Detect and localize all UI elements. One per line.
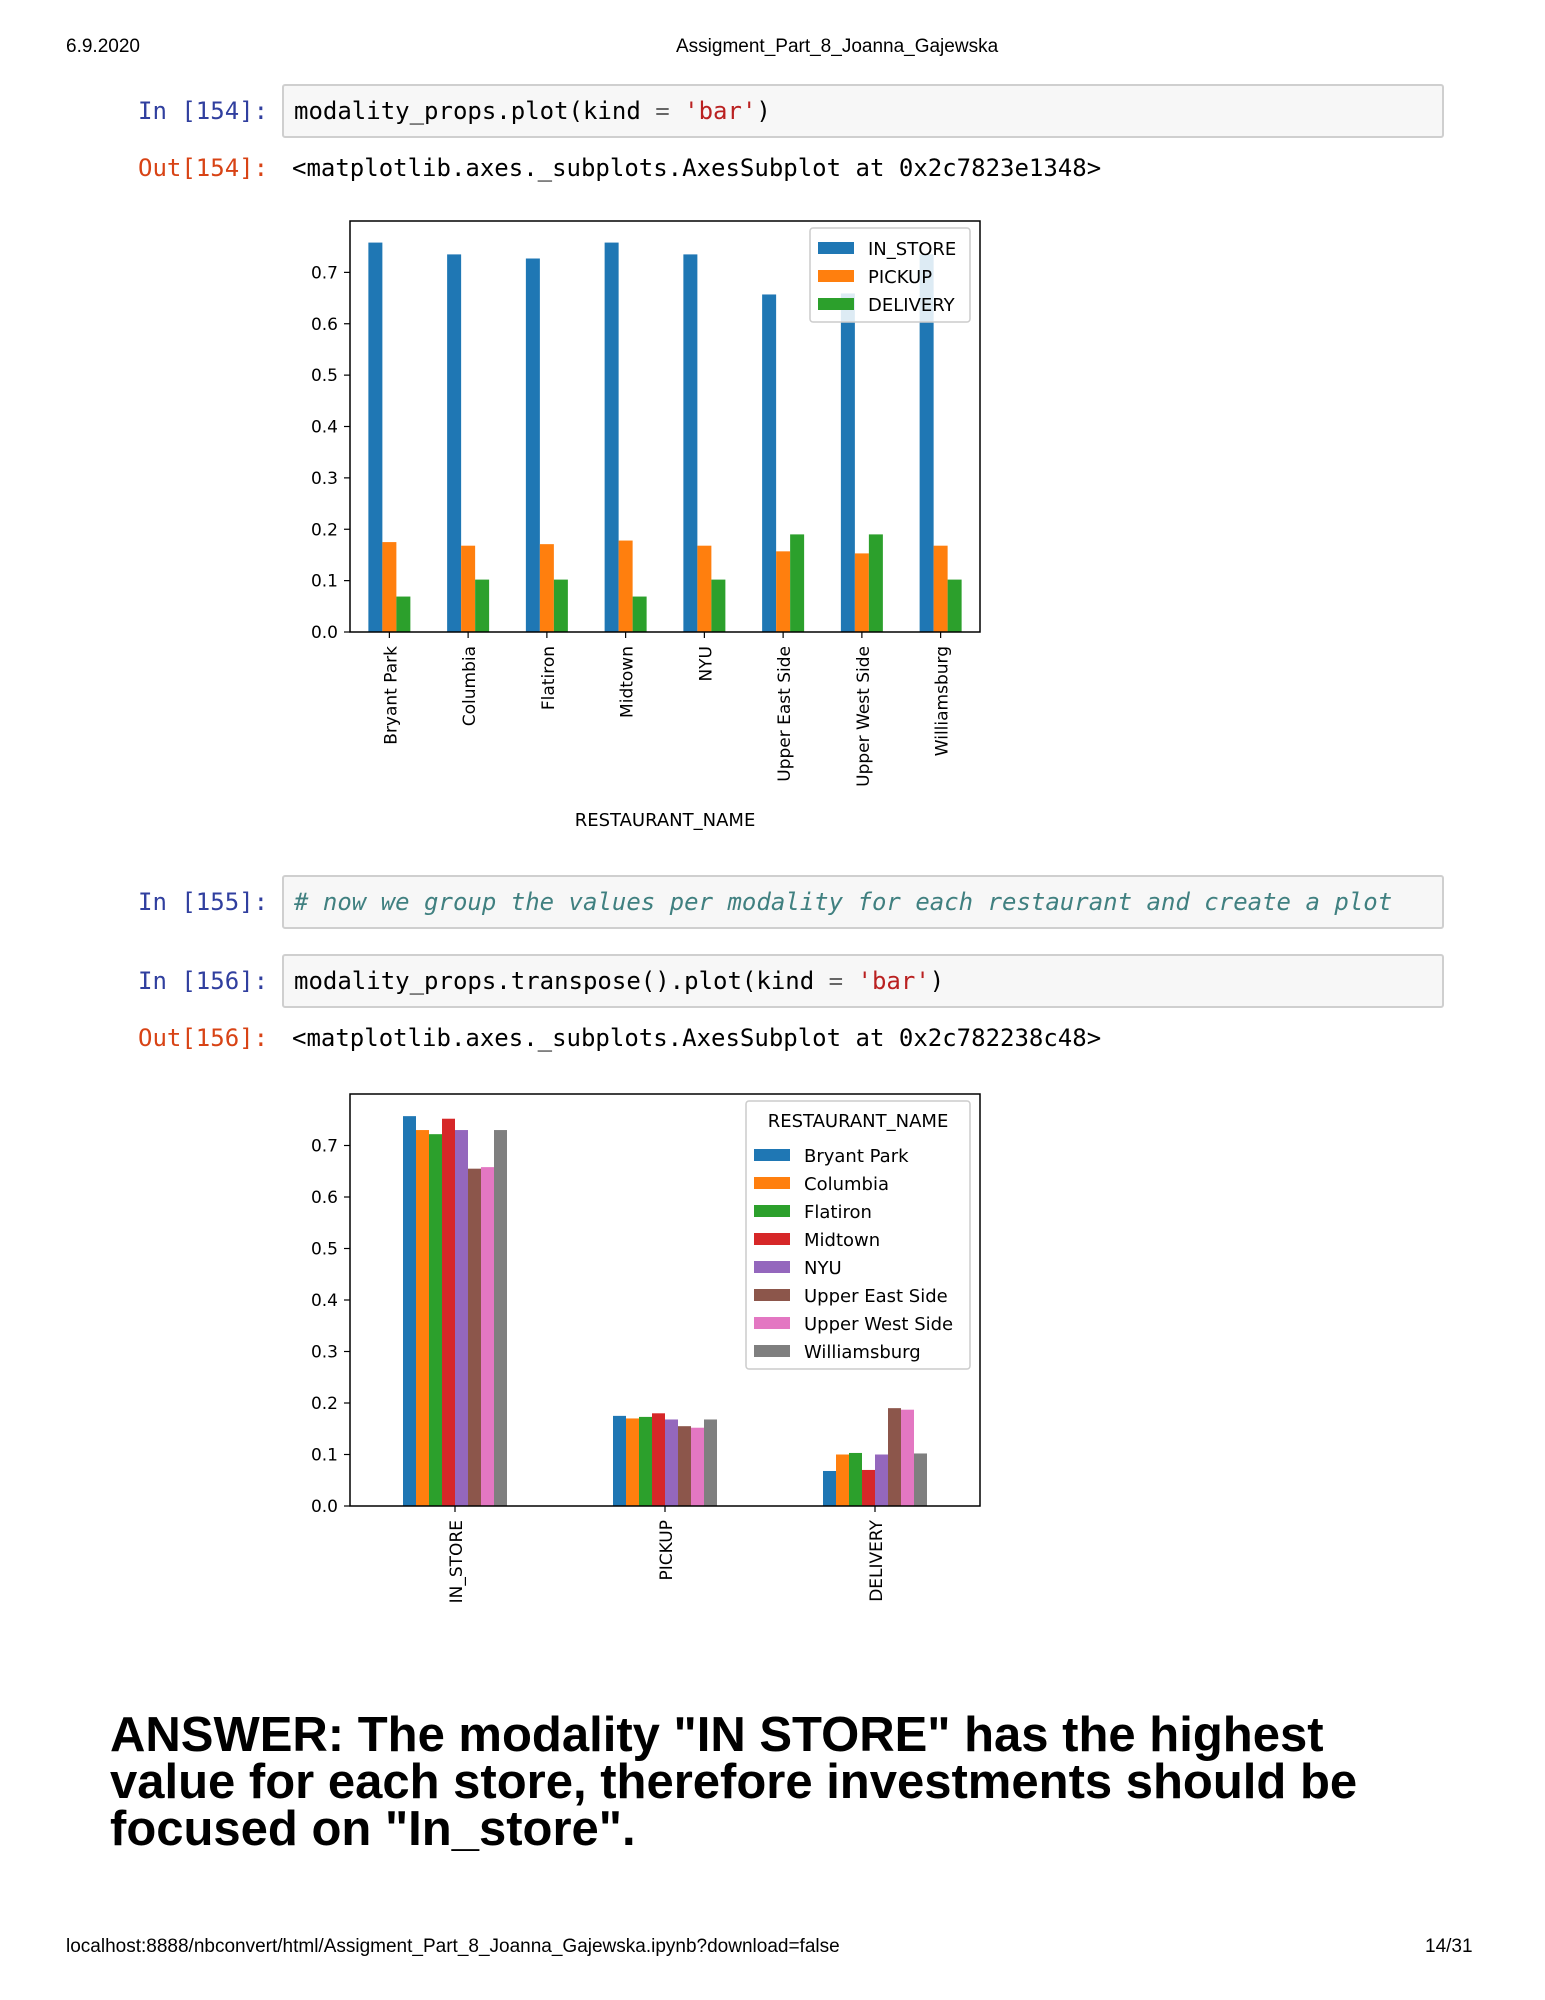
y-tick-label: 0.3 [310, 1342, 338, 1363]
y-tick-label: 0.4 [310, 417, 338, 438]
bar-midtown-delivery [862, 1470, 875, 1506]
print-url: localhost:8888/nbconvert/html/Assigment_Part_8_Joanna_Gajewska.ipynb?download=false [66, 1936, 840, 1957]
x-tick-label-williamsburg: Williamsburg [932, 646, 953, 757]
output-text-156: <matplotlib.axes._subplots.AxesSubplot at 0x2c782238c48> [292, 1024, 1102, 1052]
code-string: 'bar' [684, 97, 757, 125]
bar-in-store-bryant-park [368, 243, 382, 632]
y-tick-label: 0.6 [310, 314, 338, 335]
bar-bryant-park-in-store [403, 1116, 416, 1506]
legend-swatch-delivery [818, 298, 854, 310]
bar-pickup-nyu [697, 546, 711, 632]
legend-swatch-nyu [754, 1261, 790, 1273]
print-title: Assigment_Part_8_Joanna_Gajewska [676, 36, 999, 57]
bar-williamsburg-pickup [704, 1419, 717, 1506]
bar-upper-west-side-in-store [481, 1167, 494, 1506]
bar-pickup-bryant-park [382, 542, 396, 632]
code-comment: # now we group the values per modality for each restaurant and create a plot [294, 888, 1393, 916]
legend-label-delivery: DELIVERY [868, 295, 955, 316]
code-text-end: ) [929, 967, 945, 995]
code-text-end: ) [756, 97, 771, 125]
bar-pickup-midtown [619, 541, 633, 632]
code-string: 'bar' [857, 967, 930, 995]
x-tick-label-delivery: DELIVERY [867, 1520, 887, 1602]
code-text: modality_props.plot(kind [294, 97, 656, 125]
bar-in-store-upper-east-side [762, 294, 776, 632]
bar-in-store-nyu [683, 254, 697, 632]
y-tick-label: 0.2 [310, 520, 338, 541]
bar-nyu-delivery [875, 1455, 888, 1507]
bar-columbia-in-store [416, 1130, 429, 1506]
bar-midtown-pickup [652, 1413, 665, 1506]
code-text: modality_props.transpose().plot(kind [294, 967, 829, 995]
legend-swatch-bryant-park [754, 1149, 790, 1161]
x-tick-label-bryant-park: Bryant Park [381, 646, 402, 745]
x-tick-label-in-store: IN_STORE [447, 1520, 467, 1604]
bar-bryant-park-delivery [823, 1471, 836, 1506]
y-tick-label: 0.5 [310, 1239, 338, 1260]
legend-label-flatiron: Flatiron [804, 1202, 872, 1223]
answer-text: ANSWER: The modality "IN STORE" has the highest value for each store, therefore investments should be focused on "In_store". [110, 1708, 1358, 1856]
legend-label-pickup: PICKUP [868, 267, 933, 288]
bar-delivery-williamsburg [948, 580, 962, 632]
y-tick-label: 0.0 [310, 623, 338, 643]
in-prompt-154: In [154]: [138, 97, 269, 125]
in-prompt-156: In [156]: [138, 967, 269, 995]
legend-label-columbia: Columbia [804, 1174, 889, 1195]
bar-nyu-pickup [665, 1419, 678, 1506]
legend-swatch-pickup [818, 270, 854, 282]
y-tick-label: 0.5 [310, 366, 338, 387]
code-operator: = [828, 967, 844, 995]
bar-upper-east-side-pickup [678, 1426, 691, 1506]
legend-swatch-williamsburg [754, 1345, 790, 1357]
bar-upper-west-side-pickup [691, 1428, 704, 1506]
bar-upper-west-side-delivery [901, 1410, 914, 1506]
bar-pickup-upper-west-side [855, 553, 869, 632]
bar-pickup-flatiron [540, 544, 554, 632]
legend-swatch-in-store [818, 242, 854, 254]
bar-delivery-columbia [475, 580, 489, 632]
bar-delivery-flatiron [554, 580, 568, 632]
x-tick-label-upper-west-side: Upper West Side [853, 646, 874, 787]
bar-pickup-upper-east-side [776, 551, 790, 632]
code-operator: = [655, 97, 670, 125]
legend-title: RESTAURANT_NAME [767, 1111, 949, 1132]
legend-label-midtown: Midtown [804, 1230, 881, 1251]
in-prompt-155: In [155]: [138, 888, 269, 916]
bar-in-store-upper-west-side [841, 293, 855, 632]
bar-columbia-pickup [626, 1418, 639, 1506]
y-tick-label: 0.6 [310, 1188, 338, 1208]
legend-swatch-columbia [754, 1177, 790, 1189]
bar-midtown-in-store [442, 1119, 455, 1506]
bar-pickup-williamsburg [934, 546, 948, 632]
bar-williamsburg-in-store [494, 1130, 507, 1506]
bar-in-store-flatiron [526, 259, 540, 632]
x-tick-label-upper-east-side: Upper East Side [775, 646, 796, 782]
bar-delivery-upper-east-side [790, 534, 804, 632]
legend-swatch-upper-west-side [754, 1317, 790, 1329]
legend-label-williamsburg: Williamsburg [804, 1342, 921, 1363]
y-tick-label: 0.1 [310, 571, 338, 592]
y-tick-label: 0.7 [310, 263, 338, 284]
x-tick-label-midtown: Midtown [617, 646, 638, 718]
legend-swatch-midtown [754, 1233, 790, 1245]
x-tick-label-columbia: Columbia [460, 646, 481, 727]
code-cell-155[interactable] [282, 875, 1444, 929]
bar-bryant-park-pickup [613, 1416, 626, 1506]
legend-label-bryant-park: Bryant Park [804, 1146, 909, 1167]
x-tick-label-flatiron: Flatiron [538, 646, 559, 711]
bar-flatiron-delivery [849, 1453, 862, 1506]
legend-label-upper-west-side: Upper West Side [804, 1314, 954, 1335]
out-prompt-156: Out[156]: [138, 1024, 269, 1052]
bar-pickup-columbia [461, 546, 475, 632]
bar-williamsburg-delivery [914, 1453, 927, 1506]
y-tick-label: 0.4 [310, 1291, 338, 1311]
bar-flatiron-in-store [429, 1134, 442, 1506]
y-tick-label: 0.3 [310, 468, 338, 489]
legend-swatch-upper-east-side [754, 1289, 790, 1301]
print-page-number: 14/31 [1425, 1936, 1473, 1957]
x-tick-label-nyu: NYU [696, 646, 717, 682]
legend [746, 1101, 970, 1369]
legend [810, 228, 970, 322]
bar-delivery-midtown [633, 597, 647, 632]
y-tick-label: 0.1 [310, 1445, 338, 1466]
chart-2 [311, 1094, 980, 1603]
bar-upper-east-side-in-store [468, 1169, 481, 1506]
bar-in-store-columbia [447, 254, 461, 632]
code-cell-156[interactable] [282, 954, 1444, 1008]
legend-label-upper-east-side: Upper East Side [804, 1286, 948, 1307]
y-tick-label: 0.7 [310, 1136, 338, 1157]
x-tick-label-pickup: PICKUP [657, 1520, 677, 1581]
bar-upper-east-side-delivery [888, 1408, 901, 1506]
bar-delivery-nyu [711, 580, 725, 632]
y-tick-label: 0.0 [310, 1497, 338, 1517]
bar-delivery-bryant-park [396, 597, 410, 632]
y-tick-label: 0.2 [310, 1394, 338, 1414]
chart-1 [311, 221, 980, 831]
bar-flatiron-pickup [639, 1417, 652, 1506]
print-date: 6.9.2020 [66, 36, 140, 57]
bar-in-store-midtown [605, 243, 619, 632]
bar-delivery-upper-west-side [869, 534, 883, 632]
bar-columbia-delivery [836, 1455, 849, 1507]
legend-label-nyu: NYU [804, 1258, 842, 1279]
legend-label-in-store: IN_STORE [868, 239, 957, 260]
legend-swatch-flatiron [754, 1205, 790, 1217]
bar-nyu-in-store [455, 1130, 468, 1506]
out-prompt-154: Out[154]: [138, 154, 269, 182]
x-axis-label: RESTAURANT_NAME [574, 810, 756, 831]
output-text-154: <matplotlib.axes._subplots.AxesSubplot at 0x2c7823e1348> [292, 154, 1102, 182]
